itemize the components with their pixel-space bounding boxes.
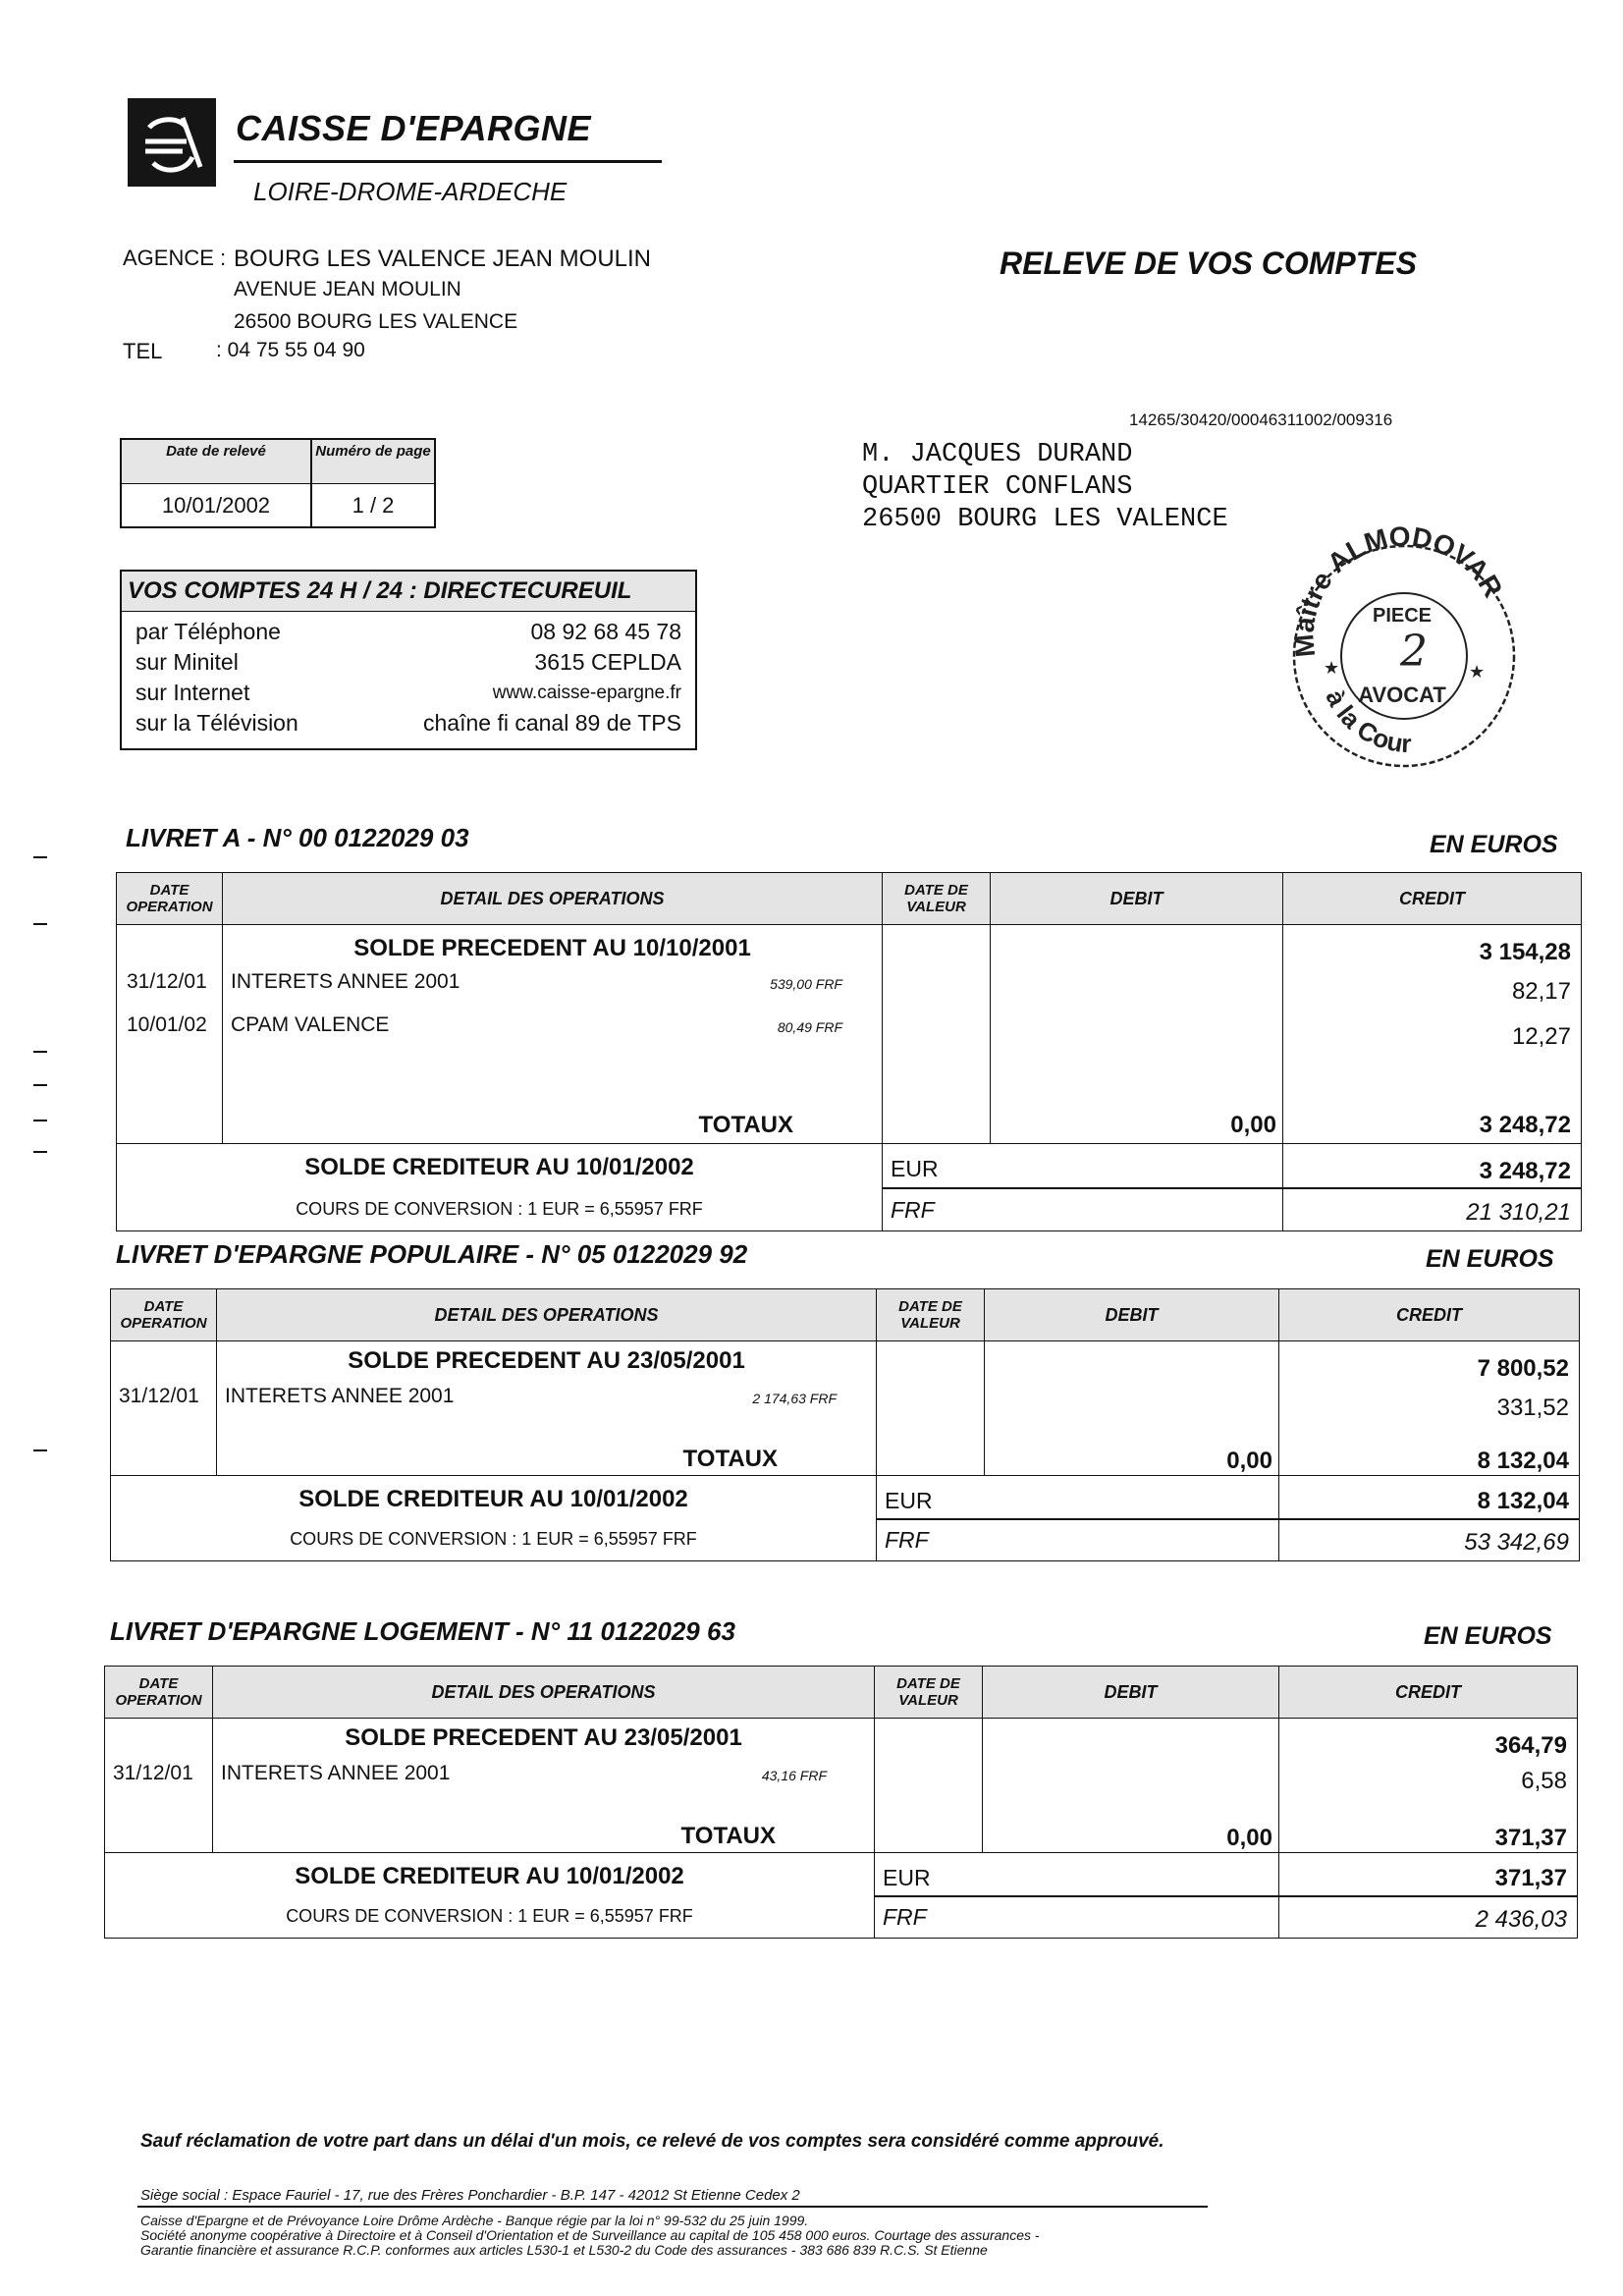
previous-balance: 7 800,52 [1477, 1355, 1569, 1382]
stamp-court: à la Cour [1320, 684, 1413, 759]
table-header-row [105, 1667, 1578, 1719]
totals-label: TOTAUX [680, 1823, 776, 1849]
account-title: LIVRET D'EPARGNE LOGEMENT - N° 11 0122029 63 [110, 1616, 735, 1646]
statement-date-box [120, 438, 436, 528]
access-box-title: VOS COMPTES 24 H / 24 : DIRECTECUREUIL [128, 577, 632, 604]
margin-mark [33, 856, 47, 858]
conversion-rate: COURS DE CONVERSION : 1 EUR = 6,55957 FRF [290, 1529, 697, 1549]
operation-label: INTERETS ANNEE 2001 [221, 1762, 451, 1784]
previous-balance-label: SOLDE PRECEDENT AU 10/10/2001 [353, 935, 751, 961]
closing-row [111, 1476, 1580, 1561]
operation-frf: 43,16 FRF [761, 1768, 827, 1783]
closing-frf-label: FRF [891, 1197, 935, 1223]
table-header-row [111, 1289, 1580, 1341]
closing-eur: 371,37 [1494, 1865, 1567, 1891]
header-date-operation: DATE OPERATION [111, 1289, 217, 1341]
margin-mark [33, 1120, 47, 1121]
closing-balance-label: SOLDE CREDITEUR AU 10/01/2002 [298, 1486, 688, 1512]
stamp-number: 2 [1400, 627, 1428, 677]
table-header-row [117, 873, 1582, 925]
access-value: 3615 CEPLDA [534, 649, 681, 675]
operation-credit: 6,58 [1521, 1768, 1567, 1794]
squirrel-logo-icon [128, 98, 216, 187]
operation-label: INTERETS ANNEE 2001 [225, 1385, 455, 1407]
totals-label: TOTAUX [698, 1112, 793, 1138]
closing-eur-label: EUR [891, 1156, 939, 1181]
currency-note: EN EUROS [1430, 831, 1558, 858]
header-credit: CREDIT [1279, 1667, 1578, 1719]
closing-row [117, 1144, 1582, 1231]
stamp-name: Maître ALMODOVAR [1288, 520, 1509, 659]
legal-line-2: Société anonyme coopérative à Directoire et à Conseil d'Orientation et de Surveillance au capital de 105 458 000 euros. Courtage des assurances - [140, 2227, 1040, 2243]
closing-eur: 3 248,72 [1479, 1158, 1571, 1184]
recipient-line-3: 26500 BOURG LES VALENCE [862, 505, 1228, 534]
access-value: 08 92 68 45 78 [530, 619, 681, 644]
legal-line-3: Garantie financière et assurance R.C.P. conformes aux articles L530-1 et L530-2 du Code des assurances - 383 686 839 R.C.S. St Etienne [140, 2242, 988, 2258]
header-detail: DETAIL DES OPERATIONS [213, 1667, 875, 1719]
header-date-valeur: DATE DE VALEUR [883, 873, 991, 925]
access-row [135, 619, 681, 648]
previous-balance-label: SOLDE PRECEDENT AU 23/05/2001 [348, 1347, 745, 1374]
header-detail: DETAIL DES OPERATIONS [217, 1289, 877, 1341]
operation-credit: 12,27 [1511, 1023, 1571, 1050]
header-credit: CREDIT [1279, 1289, 1580, 1341]
margin-mark [33, 1051, 47, 1053]
currency-note: EN EUROS [1424, 1622, 1552, 1650]
account-title: LIVRET A - N° 00 0122029 03 [126, 823, 469, 852]
access-channels-box [120, 570, 697, 750]
star-icon: ★ [1324, 658, 1340, 678]
access-row [135, 680, 681, 709]
header-detail: DETAIL DES OPERATIONS [223, 873, 883, 925]
previous-balance-label: SOLDE PRECEDENT AU 23/05/2001 [345, 1724, 742, 1751]
total-credit: 3 248,72 [1479, 1112, 1571, 1138]
page-number: 1 / 2 [352, 493, 395, 518]
margin-mark [33, 1151, 47, 1153]
closing-frf-label: FRF [883, 1904, 927, 1930]
account-title: LIVRET D'EPARGNE POPULAIRE - N° 05 0122029 92 [116, 1239, 748, 1269]
access-value: www.caisse-epargne.fr [492, 683, 681, 703]
agency-name: BOURG LES VALENCE JEAN MOULIN [234, 246, 651, 272]
statement-date: 10/01/2002 [161, 493, 271, 518]
closing-eur-label: EUR [883, 1865, 931, 1890]
agency-label: AGENCE : [123, 246, 227, 270]
total-debit: 0,00 [1226, 1825, 1272, 1851]
operation-date: 31/12/01 [127, 970, 207, 993]
bank-name: CAISSE D'EPARGNE [236, 108, 591, 148]
closing-balance-label: SOLDE CREDITEUR AU 10/01/2002 [304, 1154, 694, 1180]
lawyer-stamp [1286, 509, 1522, 803]
tel-value: : 04 75 55 04 90 [216, 339, 365, 361]
operation-date: 10/01/02 [127, 1013, 207, 1036]
closing-frf: 2 436,03 [1475, 1906, 1567, 1933]
svg-text:Maître ALMODOVAR [1288, 520, 1508, 658]
access-label: sur Internet [135, 680, 250, 705]
agency-city: 26500 BOURG LES VALENCE [234, 310, 518, 333]
closing-eur-label: EUR [885, 1488, 933, 1513]
recipient-line-1: M. JACQUES DURAND [862, 440, 1133, 469]
operation-frf: 80,49 FRF [777, 1019, 842, 1035]
recipient-line-2: QUARTIER CONFLANS [862, 472, 1133, 502]
previous-balance: 3 154,28 [1479, 939, 1571, 965]
access-value: chaîne fi canal 89 de TPS [423, 710, 681, 736]
total-debit: 0,00 [1230, 1112, 1276, 1138]
document-title: RELEVE DE VOS COMPTES [1000, 246, 1417, 281]
legal-line-1: Caisse d'Epargne et de Prévoyance Loire Drôme Ardèche - Banque régie par la loi n° 99-532 du 25 juin 1999. [140, 2213, 809, 2228]
bank-logo [128, 98, 216, 187]
header-rule [234, 160, 662, 163]
footer-rule [137, 2206, 1208, 2208]
operations-body [117, 925, 1582, 1144]
access-label: par Téléphone [135, 619, 281, 644]
total-credit: 371,37 [1494, 1825, 1567, 1851]
closing-frf: 53 342,69 [1464, 1529, 1569, 1556]
operation-credit: 331,52 [1496, 1394, 1569, 1421]
conversion-rate: COURS DE CONVERSION : 1 EUR = 6,55957 FRF [286, 1906, 693, 1926]
total-debit: 0,00 [1226, 1448, 1272, 1474]
previous-balance: 364,79 [1494, 1732, 1567, 1759]
access-label: sur Minitel [135, 649, 239, 675]
approval-notice: Sauf réclamation de votre part dans un délai d'un mois, ce relevé de vos comptes sera considéré comme approuvé. [140, 2131, 1164, 2152]
operations-table [116, 872, 1582, 1231]
margin-mark [33, 1084, 47, 1086]
tel-label: TEL [123, 339, 163, 363]
header-credit: CREDIT [1283, 873, 1582, 925]
margin-mark [33, 1449, 47, 1451]
operation-frf: 539,00 FRF [770, 976, 842, 992]
page-header: Numéro de page [315, 443, 431, 460]
header-date-valeur: DATE DE VALEUR [877, 1289, 985, 1341]
closing-frf-label: FRF [885, 1527, 929, 1553]
statement-reference: 14265/30420/00046311002/009316 [1129, 410, 1393, 429]
closing-frf: 21 310,21 [1466, 1199, 1571, 1226]
stamp-role: AVOCAT [1358, 683, 1446, 707]
margin-mark [33, 923, 47, 925]
header-date-operation: DATE OPERATION [105, 1667, 213, 1719]
head-office: Siège social : Espace Fauriel - 17, rue des Frères Ponchardier - B.P. 147 - 42012 St Etienne Cedex 2 [140, 2187, 800, 2204]
access-row [135, 710, 681, 739]
operations-table [110, 1288, 1580, 1561]
date-header: Date de relevé [166, 443, 266, 460]
operation-label: INTERETS ANNEE 2001 [231, 970, 460, 993]
operation-credit: 82,17 [1511, 978, 1571, 1005]
operation-frf: 2 174,63 FRF [752, 1391, 837, 1406]
closing-eur: 8 132,04 [1477, 1488, 1569, 1514]
operations-body [105, 1719, 1578, 1853]
bank-region: LOIRE-DROME-ARDECHE [253, 177, 568, 206]
operations-body [111, 1341, 1580, 1476]
total-credit: 8 132,04 [1477, 1448, 1569, 1474]
stamp-piece: PIECE [1372, 605, 1433, 627]
header-date-operation: DATE OPERATION [117, 873, 223, 925]
access-label: sur la Télévision [135, 710, 298, 736]
closing-balance-label: SOLDE CREDITEUR AU 10/01/2002 [295, 1863, 684, 1889]
operation-date: 31/12/01 [119, 1385, 199, 1407]
access-row [135, 649, 681, 679]
header-date-valeur: DATE DE VALEUR [875, 1667, 983, 1719]
header-debit: DEBIT [983, 1667, 1279, 1719]
header-debit: DEBIT [991, 873, 1283, 925]
agency-street: AVENUE JEAN MOULIN [234, 278, 461, 301]
operation-label: CPAM VALENCE [231, 1013, 390, 1036]
header-debit: DEBIT [985, 1289, 1279, 1341]
operation-date: 31/12/01 [113, 1762, 193, 1784]
currency-note: EN EUROS [1426, 1245, 1554, 1273]
operations-table [104, 1666, 1578, 1939]
conversion-rate: COURS DE CONVERSION : 1 EUR = 6,55957 FRF [296, 1199, 703, 1219]
totals-label: TOTAUX [682, 1446, 778, 1472]
closing-row [105, 1853, 1578, 1939]
star-icon: ★ [1469, 662, 1486, 682]
